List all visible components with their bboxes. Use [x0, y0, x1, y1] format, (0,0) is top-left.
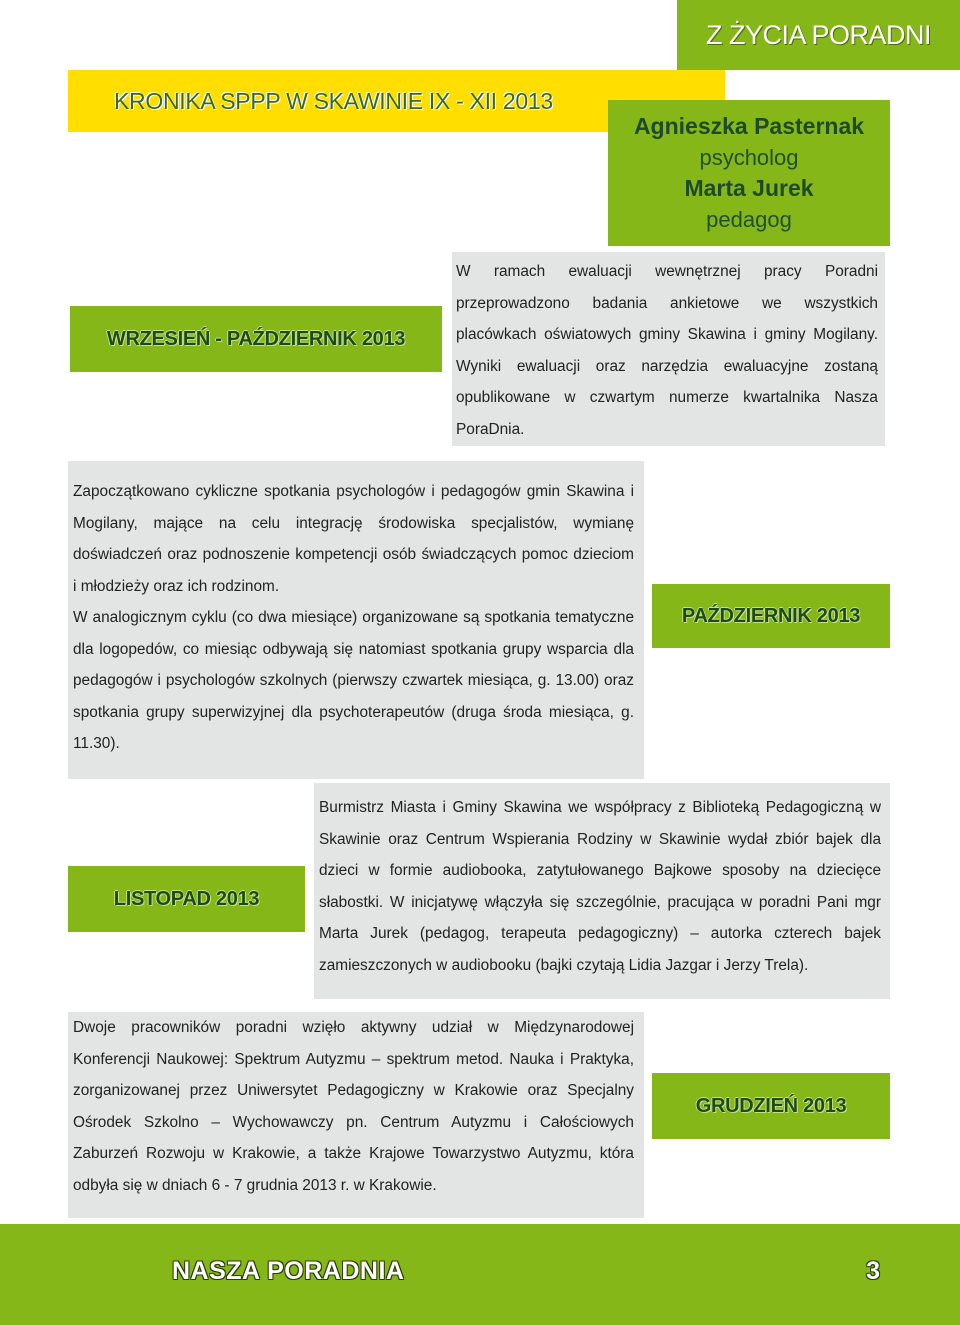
label-wrzesien-pazdziernik	[70, 306, 442, 372]
label-grudzien-text: GRUDZIEŃ 2013	[695, 1094, 847, 1117]
label-wrzesien-text: WRZESIEŃ - PAŹDZIERNIK 2013	[106, 327, 406, 350]
page-number: 3	[866, 1257, 880, 1285]
author-name-1: Agnieszka Pasternak	[633, 113, 865, 139]
label-pazdziernik-text: PAŹDZIERNIK 2013	[681, 604, 861, 627]
text-box-grudzien	[68, 1012, 644, 1218]
footer-brand-logo: NASZA PORADNIA	[172, 1257, 405, 1285]
paragraph-pazdziernik-1: Zapoczątkowano cykliczne spotkania psychologów i pedagogów gmin Skawina i Mogilany, mające na celu integrację środowiska specjalistów, wymianę doświadczeń oraz podnoszenie kompetencji osób świadczących pomoc dzieciom i młodzieży oraz ich rodzinom.	[73, 483, 634, 595]
author-role-2: pedagog	[706, 207, 792, 232]
label-grudzien	[652, 1073, 890, 1139]
label-pazdziernik	[652, 584, 890, 648]
label-listopad	[68, 866, 305, 932]
chronicle-title: KRONIKA SPPP W SKAWINIE IX - XII 2013	[114, 87, 553, 114]
section-title: Z ŻYCIA PORADNI	[705, 19, 932, 50]
text-box-pazdziernik	[68, 461, 644, 779]
paragraph-listopad-1: Burmistrz Miasta i Gminy Skawina we współpracy z Biblioteką Pedagogiczną w Skawinie oraz Centrum Wspierania Rodziny w Skawinie wydał zbiór bajek dla dzieci w formie audiobooka, zatytułowanego Bajkowe sposoby na dziecięce słabostki. W inicjatywę włączyła się szczególnie, pracująca w poradni Pani mgr Marta Jurek (pedagog, terapeuta pedagogiczny) – autorka czterech bajek zamieszczonych w audiobooku (bajki czytają Lidia Jazgar i Jerzy Trela).	[319, 799, 881, 974]
author-name-2: Marta Jurek	[684, 175, 814, 201]
label-listopad-text: LISTOPAD 2013	[113, 887, 260, 910]
paragraph-wrzesien-1: W ramach ewaluacji wewnętrznej pracy Poradni przeprowadzono badania ankietowe we wszystkich placówkach oświatowych gminy Skawina i gminy Mogilany. Wyniki ewaluacji oraz narzędzia ewaluacyjne zostaną opublikowane w czwartym numerze kwartalnika Nasza PoraDnia.	[456, 263, 878, 438]
section-tab	[677, 0, 960, 70]
text-box-wrzesien	[452, 252, 885, 446]
authors-box	[608, 100, 890, 246]
paragraph-pazdziernik-2: W analogicznym cyklu (co dwa miesiące) organizowane są spotkania tematyczne dla logopedów, co miesiąc odbywają się natomiast spotkania grupy wsparcia dla pedagogów i psychologów szkolnych (pierwszy czwartek miesiąca, g. 13.00) oraz spotkania grupy superwizyjnej dla psychoterapeutów (druga środa miesiąca, g. 11.30).	[73, 609, 634, 752]
footer-bar	[0, 1224, 960, 1325]
text-box-listopad	[314, 783, 890, 999]
author-role-1: psycholog	[699, 145, 799, 170]
paragraph-grudzien-1: Dwoje pracowników poradni wzięło aktywny udział w Międzynarodowej Konferencji Naukowej: Spektrum Autyzmu – spektrum metod. Nauka i Praktyka, zorganizowanej przez Uniwersytet Pedagogiczny w Krakowie oraz Specjalny Ośrodek Szkolno – Wychowawczy pn. Centrum Autyzmu i Całościowych Zaburzeń Rozwoju w Krakowie, a także Krajowe Towarzystwo Autyzmu, która odbyła się w dniach 6 - 7 grudnia 2013 r. w Krakowie.	[73, 1019, 634, 1194]
